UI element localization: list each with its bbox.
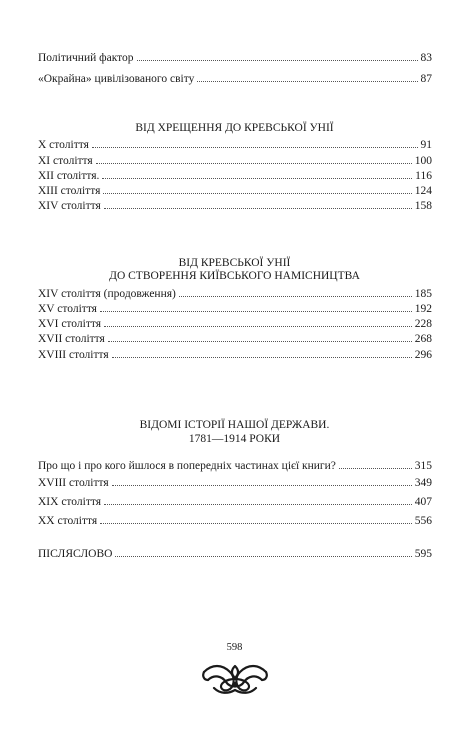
toc-entry (38, 287, 432, 301)
toc-entry-afterword (38, 547, 432, 561)
toc-entry-title: ХІІ століття. (38, 170, 100, 182)
dot-leader (104, 317, 412, 327)
toc-entry (38, 302, 432, 316)
toc-entry (38, 348, 432, 362)
toc-entry-page: 83 (420, 52, 432, 64)
toc-entry-page: 124 (414, 185, 432, 197)
toc-entry-title: Політичний фактор (38, 52, 134, 64)
dot-leader (96, 154, 412, 164)
toc-entry (38, 317, 432, 331)
celtic-knot-ornament-icon (200, 660, 270, 698)
toc-entry-title: ХVІІІ століття (38, 477, 109, 489)
toc-entry-page: 349 (414, 477, 432, 489)
toc-entry-title: ХV століття (38, 303, 97, 315)
toc-entry-page: 100 (414, 155, 432, 167)
toc-entry-title: ХVІІІ століття (38, 349, 109, 361)
toc-entry-page: 91 (420, 139, 432, 151)
toc-entry-title: «Окрайна» цивілізованого світу (38, 73, 195, 85)
toc-entry-page: 87 (420, 73, 432, 85)
toc-entry-title: ХІІІ століття (38, 185, 101, 197)
toc-entry-title: ХІХ століття (38, 496, 102, 508)
toc-entry-title: ХVІ століття (38, 318, 102, 330)
dot-leader (179, 287, 412, 297)
toc-entry-page: 556 (414, 515, 432, 527)
toc-entry-title: ХХ століття (38, 515, 98, 527)
toc-entry (38, 169, 432, 183)
section-heading-line2: 1781—1914 РОКИ (188, 433, 281, 445)
toc-entry (38, 476, 432, 490)
toc-entry-page: 296 (414, 349, 432, 361)
toc-entry-title: ПІСЛЯСЛОВО (38, 548, 113, 560)
toc-entry-title: Про що і про кого йшлося в попередніх частинах цієї книги? (38, 460, 336, 472)
toc-entry-title: Х століття (38, 139, 89, 151)
toc-entry (38, 72, 432, 86)
dot-leader (115, 547, 411, 557)
dot-leader (112, 476, 412, 486)
toc-entry-page: 315 (414, 460, 432, 472)
dot-leader (104, 199, 412, 209)
toc-entry-page: 185 (414, 288, 432, 300)
toc-entry (38, 495, 432, 509)
toc-entry (38, 51, 432, 65)
dot-leader (197, 72, 417, 82)
toc-entry (38, 459, 432, 473)
toc-entry-page: 158 (414, 200, 432, 212)
dot-leader (100, 302, 412, 312)
dot-leader (112, 348, 412, 358)
toc-entry-page: 228 (414, 318, 432, 330)
section-heading-line2: ДО СТВОРЕННЯ КИЇВСЬКОГО НАМІСНИЦТВА (109, 270, 360, 282)
toc-entry-title: ХІV століття (продовження) (38, 288, 176, 300)
page-number: 598 (226, 642, 243, 653)
toc-entry (38, 199, 432, 213)
dot-leader (103, 184, 411, 194)
dot-leader (339, 459, 412, 469)
toc-entry (38, 154, 432, 168)
dot-leader (108, 332, 412, 342)
toc-entry (38, 184, 432, 198)
toc-entry-title: ХVІІ століття (38, 333, 105, 345)
dot-leader (92, 138, 418, 148)
dot-leader (104, 495, 412, 505)
dot-leader (100, 514, 412, 524)
toc-entry-page: 595 (414, 548, 432, 560)
toc-entry-page: 116 (415, 170, 432, 182)
dot-leader (102, 169, 412, 179)
toc-entry (38, 514, 432, 528)
toc-entry-page: 192 (414, 303, 432, 315)
toc-entry-page: 407 (414, 496, 432, 508)
toc-entry-title: ХІ століття (38, 155, 93, 167)
dot-leader (137, 51, 418, 61)
toc-entry-page: 268 (414, 333, 432, 345)
toc-entry (38, 332, 432, 346)
section-heading: ВІД ХРЕЩЕННЯ ДО КРЕВСЬКОЇ УНІЇ (135, 122, 334, 134)
section-heading-line1: ВІДОМІ ІСТОРІЇ НАШОЇ ДЕРЖАВИ. (139, 419, 330, 431)
section-heading-line1: ВІД КРЕВСЬКОЇ УНІЇ (178, 257, 291, 269)
toc-entry (38, 138, 432, 152)
toc-entry-title: ХІV століття (38, 200, 101, 212)
